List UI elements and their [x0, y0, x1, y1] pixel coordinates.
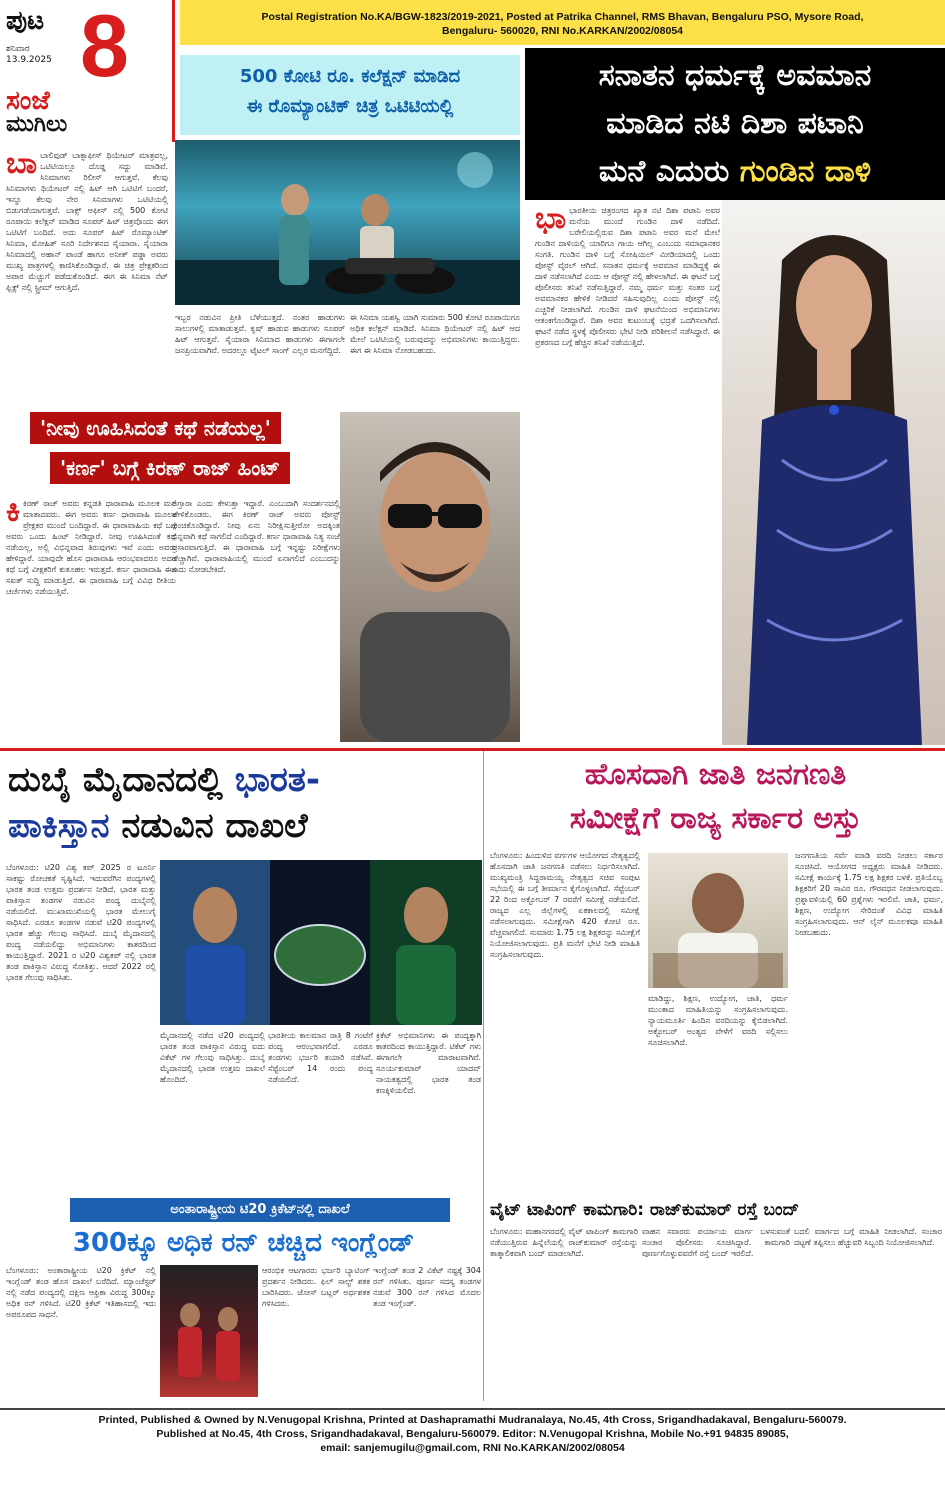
postal-line1: Postal Registration No.KA/BGW-1823/2019-2021, Posted at Patrika Channel, RMS Bhavan, Bengaluru PSO, Mysore Road,: [261, 11, 864, 23]
weekday: ಶನಿವಾರ: [6, 44, 30, 54]
whitetopping-article-col1: ಬೆಂಗಳೂರು: ಮಹಾನಗರದಲ್ಲಿ ವೈಟ್ ಟಾಪಿಂಗ್ ಕಾಮಗಾರಿ ನಡೆಯುತ್ತಿರುವ ಹಿನ್ನೆಲೆಯಲ್ಲಿ ರಾಜ್‌ಕುಮಾರ್ ರಸ್ತೆಯನ್ನು ತಾತ್ಕಾಲಿಕವಾಗಿ ಬಂದ್ ಮಾಡಲಾಗಿದೆ.: [490, 1227, 638, 1258]
census-article-col1: ಬೆಂಗಳೂರು: ಹಿಂದುಳಿದ ವರ್ಗಗಳ ಆಯೋಗದ ನೇತೃತ್ವದಲ್ಲಿ ಹೊಸದಾಗಿ ಜಾತಿ ಜನಗಣತಿ ನಡೆಸಲು ನಿರ್ಧರಿಸಲಾಗಿದೆ. ಮುಖ್ಯಮಂತ್ರಿ ಸಿದ್ದರಾಮಯ್ಯ ನೇತೃತ್ವದ ಸಚಿವ ಸಂಪುಟ ಸಭೆಯಲ್ಲಿ ಈ ಬಗ್ಗೆ ತೀರ್ಮಾನ ಕೈಗೊಳ್ಳಲಾಗಿದೆ. ಸೆಪ್ಟೆಂಬರ್ 22 ರಿಂದ ಅಕ್ಟೋಬರ್ 7 ರವರೆಗೆ ಸಮೀಕ್ಷೆ ನಡೆಯಲಿದೆ. ರಾಜ್ಯದ ಎಲ್ಲ ಜಿಲ್ಲೆಗಳಲ್ಲಿ ಏಕಕಾಲದಲ್ಲಿ ಸಮೀಕ್ಷೆ ನಡೆಸಲಾಗುವುದು. ಸಮೀಕ್ಷೆಗಾಗಿ 420 ಕೋಟಿ ರೂ. ವೆಚ್ಚವಾಗಲಿದೆ. ಸುಮಾರು 1.75 ಲಕ್ಷ ಶಿಕ್ಷಕರನ್ನು ಸಮೀಕ್ಷೆಗೆ ನಿಯೋಜಿಸಲಾಗುವುದು. ಪ್ರತಿ ಮನೆಗೆ ಭೇಟಿ ನೀಡಿ ಮಾಹಿತಿ ಸಂಗ್ರಹಿಸಲಾಗುವುದು.: [490, 851, 640, 959]
portrait-illustration: [340, 412, 520, 742]
postal-registration: [180, 0, 945, 45]
movie-still-illustration: [175, 140, 520, 305]
england-players-photo: [160, 1265, 258, 1397]
footer-line3: email: sanjemugilu@gmail.com, RNI No.KARKAN/2002/08054: [320, 1442, 625, 1454]
footer-divider: [0, 1408, 945, 1410]
ott-article-col1: ಬಾಬಾಲಿವುಡ್ ಬಾಕ್ಸಾಫೀಸ್ ಥಿಯೇಟರ್ ಮಾತ್ರವಲ್ಲ, ಒಟಿಟಿಯಲ್ಲೂ ದೊಡ್ಡ ಸದ್ದು ಮಾಡಿವೆ. ಸಿನಿಮಾಗಳು ರಿಲೀಸ್ ಆಗುತ್ತವೆ. ಕೆಲವು ಸಿನಿಮಾಗಳು ಥಿಯೇಟರ್ ನಲ್ಲಿ ಹಿಟ್ ಆಗಿ ಒಟಿಟಿಗೆ ಬಂದರೆ, ಇನ್ನೂ ಕೆಲವು ನೇರ ಸಿನಿಮಾಗಳು ಒಟಿಟಿಯಲ್ಲಿ ಬಿಡುಗಡೆಯಾಗುತ್ತವೆ. ಬಾಕ್ಸ್ ಆಫೀಸ್ ನಲ್ಲಿ 500 ಕೋಟಿ ರೂಪಾಯಿ ಕಲೆಕ್ಷನ್ ಮಾಡಿದ ಸೂಪರ್ ಹಿಟ್ ಚಿತ್ರವೊಂದು ಈಗ ಒಟಿಟಿಗೆ ಬಂದಿದೆ. ಅದು ಸೂಪರ್ ಹಿಟ್ ರೊಮ್ಯಾಂಟಿಕ್ ಸಿನಿಮಾ, ಮೋಹಿತ್ ಸೂರಿ ನಿರ್ದೇಶನದ ಸೈಯಾರಾ. ಸೈಯಾರಾ ಸಿನಿಮಾದಲ್ಲಿ ಅಹಾನ್ ಪಾಂಡೆ ಹಾಗೂ ಅನೀತ್ ಪಡ್ಡಾ ಅವರು ಮುಖ್ಯ ಪಾತ್ರಗಳಲ್ಲಿ ಕಾಣಿಸಿಕೊಂಡಿದ್ದಾರೆ. ಈ ಚಿತ್ರ ಪ್ರೇಕ್ಷಕರಿಂದ ಅಪಾರ ಮೆಚ್ಚುಗೆ ಪಡೆದುಕೊಂಡಿದೆ. ಈಗ ಈ ಸಿನಿಮಾ ನೆಟ್ ಫ್ಲಿಕ್ಸ್ ನಲ್ಲಿ ಸ್ಟ್ರೀಮ್ ಆಗುತ್ತಿದೆ.: [6, 150, 168, 292]
imprint-footer: [0, 1413, 945, 1455]
ott-headline-line1: 500 ಕೋಟಿ ರೂ. ಕಲೆಕ್ಷನ್ ಮಾಡಿದ: [239, 66, 461, 87]
england-kicker: ಅಂತಾರಾಷ್ಟ್ರೀಯ ಟಿ20 ಕ್ರಿಕೆಟ್‌ನಲ್ಲಿ ದಾಖಲೆ: [70, 1198, 450, 1222]
kiran-quote-headline: [0, 412, 345, 492]
kiran-quote-line2: 'ಕರ್ಣ' ಬಗ್ಗೆ ಕಿರಣ್ ರಾಜ್ ಹಿಂಟ್: [50, 452, 290, 484]
kiran-quote-line1: 'ನೀವು ಊಹಿಸಿದಂತೆ ಕಥೆ ನಡೆಯಲ್ಲ': [30, 412, 281, 444]
dropcap: ಬಾ: [6, 150, 38, 180]
census-article-col2: ಮಾಡಿದ್ದು, ಶಿಕ್ಷಣ, ಉದ್ಯೋಗ, ಜಾತಿ, ಧರ್ಮ ಮುಂತಾದ ಮಾಹಿತಿಯನ್ನು ಸಂಗ್ರಹಿಸಲಾಗುವುದು. ನ್ಯಾಯಮೂರ್ತಿ ಹಿಂದಿನ ವರದಿಯನ್ನು ಕೈಬಿಡಲಾಗಿದೆ. ಅಕ್ಟೋಬರ್ ಅಂತ್ಯದ ವೇಳೆಗೆ ವರದಿ ಸಲ್ಲಿಸಲು ಸೂಚಿಸಲಾಗಿದೆ.: [648, 994, 788, 1047]
cricket-article-col3: ಭಾರತೀಯ ಕಾಲಮಾನ ರಾತ್ರಿ 8 ಗಂಟೆಗೆ ಪಂದ್ಯ ಆರಂಭವಾಗಲಿದೆ. ಎರಡೂ ತಂಡಗಳು ಭರ್ಜರಿ ತಯಾರಿ ನಡೆಸಿವೆ. ಸೆಪ್ಟೆಂಬರ್ 14 ರಂದು ಪಂದ್ಯ ನಡೆಯಲಿದೆ.: [268, 1031, 373, 1084]
disha-headline: [525, 52, 945, 196]
section-divider: [0, 748, 945, 751]
chief-minister-photo: [648, 853, 788, 988]
england-headline: 300ಕ್ಕೂ ಅಧಿಕ ರನ್ ಚಚ್ಚಿದ ಇಂಗ್ಲೆಂಡ್: [72, 1228, 415, 1258]
census-headline-line2: ಸಮೀಕ್ಷೆಗೆ ರಾಜ್ಯ ಸರ್ಕಾರ ಅಸ್ತು: [569, 801, 862, 836]
dropcap: ಕಿ: [6, 498, 21, 528]
portrait-illustration: [648, 853, 788, 988]
cricket-headline-line2: ಪಾಕಿಸ್ತಾನ ನಡುವಿನ ದಾಖಲೆ: [8, 806, 308, 846]
cricket-photo-collage: [160, 860, 482, 1025]
whitetopping-article-col2: ವಾಹನ ಸವಾರರು ಪರ್ಯಾಯ ಮಾರ್ಗ ಬಳಸುವಂತೆ ಸಂಚಾರ ಪೊಲೀಸರು ಸೂಚಿಸಿದ್ದಾರೆ. ಕಾಮಗಾರಿ ಪೂರ್ಣಗೊಳ್ಳುವವರೆಗೆ ರಸ್ತೆ ಬಂದ್ ಇರಲಿದೆ.: [642, 1227, 790, 1258]
england-article-col3: ಇಂಗ್ಲೆಂಡ್ ತಂಡ 2 ವಿಕೆಟ್ ನಷ್ಟಕ್ಕೆ 304 ರನ್ ಗಳಿಸಿತು. ಪೂರ್ಣ ಸದಸ್ಯ ತಂಡಗಳ ನಡುವೆ 300 ರನ್ ಗಳಿಸಿದ ಮೊದಲ ತಂಡ ಇಂಗ್ಲೆಂಡ್.: [373, 1266, 481, 1308]
census-article-col3: ಜನಗಣತಿಯ ಸರ್ವೆ ಮಾಡಿ ವರದಿ ನೀಡಲು ಸರ್ಕಾರ ಸೂಚಿಸಿದೆ. ಆಯೋಗದ ಅಧ್ಯಕ್ಷರು ಮಾಹಿತಿ ನೀಡಿದರು. ಸಮೀಕ್ಷೆ ಕಾರ್ಯಕ್ಕೆ 1.75 ಲಕ್ಷ ಶಿಕ್ಷಕರ ಬಳಕೆ. ಪ್ರತಿಯೊಬ್ಬ ಶಿಕ್ಷಕರಿಗೆ 20 ಸಾವಿರ ರೂ. ಗೌರವಧನ ನೀಡಲಾಗುವುದು. ಪ್ರಶ್ನಾವಳಿಯಲ್ಲಿ 60 ಪ್ರಶ್ನೆಗಳು ಇರಲಿವೆ. ಜಾತಿ, ಧರ್ಮ, ಶಿಕ್ಷಣ, ಉದ್ಯೋಗ ಸೇರಿದಂತೆ ವಿವಿಧ ಮಾಹಿತಿ ಸಂಗ್ರಹಿಸಲಾಗುವುದು. ಆನ್ ಲೈನ್ ಮೂಲಕವೂ ಮಾಹಿತಿ ನೀಡಬಹುದು.: [795, 851, 943, 937]
ott-article-col3: ಈ ಸಿನಿಮಾ ಯಶಸ್ವಿ ಯಾಗಿ ಸುಮಾರು 500 ಕೋಟಿ ರೂಪಾಯಿಗೂ ಅಧಿಕ ಕಲೆಕ್ಷನ್ ಮಾಡಿದೆ. ಸಿನಿಮಾ ಥಿಯೇಟರ್ ನಲ್ಲಿ ಹಿಟ್ ಆದ ಮೇಲೆ ಒಟಿಟಿಯಲ್ಲಿ ಬರುವುದನ್ನು ಅಭಿಮಾನಿಗಳು ಕಾಯುತ್ತಿದ್ದರು. ಈಗ ಈ ಸಿನಿಮಾ ನೋಡಬಹುದು.: [350, 313, 520, 355]
cricket-headline: [8, 757, 478, 849]
kiran-raj-photo: [340, 412, 520, 742]
whitetopping-headline: ವೈಟ್ ಟಾಪಿಂಗ್ ಕಾಮಗಾರಿ: ರಾಜ್‌ಕುಮಾರ್ ರಸ್ತೆ ಬಂದ್: [490, 1200, 800, 1220]
ott-headline: [180, 62, 520, 122]
cricket-article-col2: ಮೈದಾನದಲ್ಲಿ ನಡೆದ ಟಿ20 ಪಂದ್ಯದಲ್ಲಿ ಭಾರತ ತಂಡ ಪಾಕಿಸ್ತಾನ ವಿರುದ್ಧ ಐದು ವಿಕೆಟ್ ಗಳ ಗೆಲುವು ಸಾಧಿಸಿತ್ತು. ದುಬೈ ಮೈದಾನದಲ್ಲಿ ಭಾರತ ಉತ್ತಮ ದಾಖಲೆ ಹೊಂದಿದೆ.: [160, 1031, 265, 1084]
postal-line2: Bengaluru- 560020, RNI No.KARKAN/2002/08054: [441, 25, 683, 37]
england-article-col1: ಬೆಂಗಳೂರು: ಅಂತಾರಾಷ್ಟ್ರೀಯ ಟಿ20 ಕ್ರಿಕೆಟ್ ನಲ್ಲಿ ಇಂಗ್ಲೆಂಡ್ ತಂಡ ಹೊಸ ದಾಖಲೆ ಬರೆದಿದೆ. ಮ್ಯಾಂಚೆಸ್ಟರ್ ನಲ್ಲಿ ನಡೆದ ಪಂದ್ಯದಲ್ಲಿ ದಕ್ಷಿಣ ಆಫ್ರಿಕಾ ವಿರುದ್ಧ 300ಕ್ಕೂ ಅಧಿಕ ರನ್ ಗಳಿಸಿದೆ. ಟಿ20 ಕ್ರಿಕೆಟ್ ಇತಿಹಾಸದಲ್ಲಿ ಇದು ಅಪರೂಪದ ಸಾಧನೆ.: [6, 1266, 156, 1319]
cricket-collage-illustration: [160, 860, 482, 1025]
disha-headline-line2: ಮಾಡಿದ ನಟಿ ದಿಶಾ ಪಟಾನಿ: [606, 106, 864, 141]
census-headline: [488, 753, 943, 841]
disha-patani-photo: [722, 200, 945, 745]
cricket-article-col4: ಕ್ರಿಕೆಟ್ ಅಭಿಮಾನಿಗಳು ಈ ಪಂದ್ಯಕ್ಕಾಗಿ ಕಾತರದಿಂದ ಕಾಯುತ್ತಿದ್ದಾರೆ. ಟಿಕೆಟ್ ಗಳು ಈಗಾಗಲೇ ಮಾರಾಟವಾಗಿವೆ. ಸೂರ್ಯಕುಮಾರ್ ಯಾದವ್ ನಾಯಕತ್ವದಲ್ಲಿ ಭಾರತ ತಂಡ ಕಣಕ್ಕಿಳಿಯಲಿದೆ.: [376, 1031, 481, 1095]
ott-headline-line2: ಈ ರೊಮ್ಯಾಂಟಿಕ್ ಚಿತ್ರ ಒಟಿಟಿಯಲ್ಲಿ: [246, 96, 454, 117]
ott-article-col2: ಇಬ್ಬರ ನಡುವಿನ ಪ್ರೀತಿ ಬೆಳೆಯುತ್ತದೆ. ನಂತರ ಹಾಡುಗಳು ಸಾಲುಗಳಲ್ಲಿ ಮಾತಾಡುತ್ತವೆ. ಕೃಷ್ ಹಾಡುವ ಹಾಡುಗಳು ಸೂಪರ್ ಹಿಟ್ ಆಗುತ್ತವೆ. ಸೈಯಾರಾ ಸಿನಿಮಾದ ಹಾಡುಗಳು ಈಗಾಗಲೇ ಜನಪ್ರಿಯವಾಗಿವೆ. ಅದರಲ್ಲೂ ಟೈಟಲ್ ಸಾಂಗ್ ಎಲ್ಲರ ಮನಗೆದ್ದಿದೆ.: [175, 313, 345, 355]
england-article-col2: ಆರಂಭಿಕ ಆಟಗಾರರು ಭರ್ಜರಿ ಬ್ಯಾಟಿಂಗ್ ಪ್ರದರ್ಶನ ನೀಡಿದರು. ಫಿಲ್ ಸಾಲ್ಟ್ ಶತಕ ಬಾರಿಸಿದರು. ಜೋಸ್ ಬಟ್ಲರ್ ಅರ್ಧಶತಕ ಗಳಿಸಿದರು.: [262, 1266, 370, 1308]
ott-movie-photo: [175, 140, 520, 305]
newspaper-logo-line2: ಮುಗಿಲು: [6, 112, 68, 137]
footer-line1: Printed, Published & Owned by N.Venugopal Krishna, Printed at Dashapramathi Mudranalaya, No.45, 4th Cross, Srigandhadakaval, Bengaluru-560079.: [98, 1414, 847, 1426]
column-divider: [483, 751, 484, 1401]
portrait-illustration: [722, 200, 945, 745]
disha-headline-line3: ಮನೆ ಎದುರು ಗುಂಡಿನ ದಾಳಿ: [598, 154, 872, 189]
cricket-article-col1: ಬೆಂಗಳೂರು: ಟಿ20 ವಿಶ್ವ ಕಪ್ 2025 ರ ಟೂರ್ನಿ ಸಾಕಷ್ಟು ರೋಚಕತೆ ಸೃಷ್ಟಿಸಿದೆ. ಇದುವರೆಗಿನ ಪಂದ್ಯಗಳಲ್ಲಿ ಭಾರತ ತಂಡ ಉತ್ತಮ ಪ್ರದರ್ಶನ ನೀಡಿದೆ. ಭಾರತ ಮತ್ತು ಪಾಕಿಸ್ತಾನ ತಂಡಗಳ ನಡುವಿನ ಪಂದ್ಯ ದುಬೈನಲ್ಲಿ ನಡೆಯಲಿದೆ. ಮುಖಾಮುಖಿಯಲ್ಲಿ ಭಾರತ ಮೇಲುಗೈ ಸಾಧಿಸಿದೆ. ಎರಡೂ ತಂಡಗಳ ನಡುವೆ ಟಿ20 ಪಂದ್ಯಗಳಲ್ಲಿ ಭಾರತ ಹೆಚ್ಚು ಗೆಲುವು ಸಾಧಿಸಿದೆ. ದುಬೈ ಮೈದಾನದಲ್ಲಿ ಪಂದ್ಯ ನಡೆಯಲಿದ್ದು ಅಭಿಮಾನಿಗಳು ಕಾತರದಿಂದ ಕಾಯುತ್ತಿದ್ದಾರೆ. 2021 ರ ಟಿ20 ವಿಶ್ವಕಪ್ ನಲ್ಲಿ ಭಾರತ ತಂಡ ಪಾಕಿಸ್ತಾನ ವಿರುದ್ಧ ಸೋತಿತ್ತು. ಆದರೆ 2022 ರಲ್ಲಿ ಭಾರತ ಗೆಲುವು ಸಾಧಿಸಿತು.: [6, 863, 156, 982]
page-number: 8: [80, 0, 129, 95]
page-label: ಪುಟ: [6, 6, 45, 36]
footer-line2: Published at No.45, 4th Cross, Srigandhadakaval, Bengaluru-560079. Editor: N.Venugopal Krishna, Mobile No.+91 94835 89085,: [156, 1428, 789, 1440]
newspaper-logo-line1: ಸಂಜೆ: [6, 86, 50, 116]
census-headline-line1: ಹೊಸದಾಗಿ ಜಾತಿ ಜನಗಣತಿ: [584, 757, 847, 792]
dropcap: ಭಾ: [535, 205, 567, 235]
kiran-article-col1: ಕಿಕಿರಣ್ ರಾಜ್ ಅವರು ಕನ್ನಡತಿ ಧಾರಾವಾಹಿ ಮೂಲಕ ಮನೆ ಮಾತಾದವರು. ಈಗ ಅವರು ಕರ್ಣ ಧಾರಾವಾಹಿ ಮೂಲಕ ಪ್ರೇಕ್ಷಕರ ಮುಂದೆ ಬಂದಿದ್ದಾರೆ. ಈ ಧಾರಾವಾಹಿಯ ಕಥೆ ಬಗ್ಗೆ ಅವರು ಒಂದು ಹಿಂಟ್ ನೀಡಿದ್ದಾರೆ. ನೀವು ಊಹಿಸಿದಂತೆ ಕಥೆ ನಡೆಯಲ್ಲ, ಅಲ್ಲಿ ವಿಭಿನ್ನವಾದ ತಿರುವುಗಳು ಇವೆ ಎಂದು ಅವರು ಹೇಳಿದ್ದಾರೆ. ಯಾವುದೇ ಹೊಸ ಧಾರಾವಾಹಿ ಆರಂಭವಾದರೂ ಅದರ ಕಥೆ ಬಗ್ಗೆ ವೀಕ್ಷಕರಿಗೆ ಕುತೂಹಲ ಇರುತ್ತದೆ. ಕರ್ಣ ಧಾರಾವಾಹಿ ಈಗ ಸಖತ್ ಸುದ್ದಿ ಮಾಡುತ್ತಿದೆ. ಈ ಧಾರಾವಾಹಿ ಬಗ್ಗೆ ವಿವಿಧ ರೀತಿಯ ಚರ್ಚೆಗಳು ನಡೆಯುತ್ತಿವೆ.: [6, 498, 176, 596]
disha-article-col1: ಭಾಭಾರತೀಯ ಚಿತ್ರರಂಗದ ಖ್ಯಾತ ನಟಿ ದಿಶಾ ಪಟಾನಿ ಅವರ ಮನೆಯ ಮುಂದೆ ಗುಂಡಿನ ದಾಳಿ ನಡೆದಿದೆ. ಬರೇಲಿಯಲ್ಲಿರುವ ದಿಶಾ ಪಟಾನಿ ಅವರ ಮನೆ ಮೇಲೆ ಗುಂಡಿನ ದಾಳಿಯಲ್ಲಿ ಯಾರಿಗೂ ಗಾಯ ಆಗಿಲ್ಲ ಎಂಬುದು ಸಮಾಧಾನಕರ ಸಂಗತಿ. ಗುಂಡಿನ ದಾಳಿ ಬಗ್ಗೆ ಸೋಷಿಯಲ್ ಮೀಡಿಯಾದಲ್ಲಿ ಒಂದು ಪೋಸ್ಟ್ ವೈರಲ್ ಆಗಿದೆ. ಸನಾತನ ಧರ್ಮಕ್ಕೆ ಅವಮಾನ ಮಾಡಿದ್ದಕ್ಕೆ ಈ ದಾಳಿ ನಡೆಸಲಾಗಿದೆ ಎಂದು ಆ ಪೋಸ್ಟ್ ನಲ್ಲಿ ಹೇಳಲಾಗಿದೆ. ಈ ಘಟನೆ ಬಗ್ಗೆ ಪೊಲೀಸರು ತನಿಖೆ ನಡೆಸುತ್ತಿದ್ದಾರೆ. ನಮ್ಮ ಧರ್ಮ ಮತ್ತು ಸಂತರ ಬಗ್ಗೆ ಅವಮಾನಕರ ಹೇಳಿಕೆ ನೀಡಿದರೆ ಸಹಿಸುವುದಿಲ್ಲ ಎಂದು ಪೋಸ್ಟ್ ನಲ್ಲಿ ಎಚ್ಚರಿಕೆ ನೀಡಲಾಗಿದೆ. ಗುಂಡಿನ ದಾಳಿ ಘಟನೆಯಿಂದ ಅಭಿಮಾನಿಗಳು ಆತಂಕಗೊಂಡಿದ್ದಾರೆ. ದಿಶಾ ಅವರ ಕುಟುಂಬಕ್ಕೆ ಭದ್ರತೆ ಒದಗಿಸಲಾಗಿದೆ. ಘಟನೆ ನಡೆದ ಸ್ಥಳಕ್ಕೆ ಪೊಲೀಸರು ಭೇಟಿ ನೀಡಿ ಪರಿಶೀಲನೆ ನಡೆಸಿದ್ದಾರೆ. ಈ ಪ್ರಕರಣದ ಬಗ್ಗೆ ಹೆಚ್ಚಿನ ತನಿಖೆ ನಡೆಯುತ್ತಿದೆ.: [535, 205, 720, 347]
disha-headline-line1: ಸನಾತನ ಧರ್ಮಕ್ಕೆ ಅವಮಾನ: [598, 58, 872, 93]
players-illustration: [160, 1265, 258, 1397]
date: 13.9.2025: [6, 55, 52, 65]
whitetopping-article-col3: ಬದಲಿ ಮಾರ್ಗದ ಬಗ್ಗೆ ಮಾಹಿತಿ ನೀಡಲಾಗಿದೆ. ಸಂಚಾರ ದಟ್ಟಣೆ ತಪ್ಪಿಸಲು ಹೆಚ್ಚುವರಿ ಸಿಬ್ಬಂದಿ ನಿಯೋಜಿಸಲಾಗಿದೆ.: [794, 1227, 942, 1247]
issue-date: [6, 44, 52, 66]
cricket-headline-line1: ದುಬೈ ಮೈದಾನದಲ್ಲಿ ಭಾರತ-: [8, 760, 321, 800]
kiran-article-col2: ಅಗ್ತಾರಾ ಎಂದು ಕೇಳುತ್ತಾ ಇದ್ದಾರೆ. ಎಂಬುದಾಗಿ ಸಂದರ್ಶನದಲ್ಲಿ ಹೇಳಿಕೊಂಡರು. ಈಗ ಕಿರಣ್ ರಾಜ್ ಅವರು ಪೋಸ್ಟ್ ಹಂಚಿಕೊಂಡಿದ್ದಾರೆ. ನೀವು ಏನು ನಿರೀಕ್ಷಿಸುತ್ತೀರೋ ಅದಕ್ಕಿಂತ ಭಿನ್ನವಾಗಿ ಕಥೆ ಸಾಗಲಿದೆ ಎಂದಿದ್ದಾರೆ. ಕರ್ಣ ಧಾರಾವಾಹಿ ನಿತ್ಯ ಸಂಜೆ ಪ್ರಸಾರವಾಗುತ್ತಿದೆ. ಈ ಧಾರಾವಾಹಿ ಬಗ್ಗೆ ಇನ್ನಷ್ಟು ನಿರೀಕ್ಷೆಗಳು ಹೆಚ್ಚಾಗಿವೆ. ಧಾರಾವಾಹಿಯಲ್ಲಿ ಮುಂದೆ ಏನಾಗಲಿದೆ ಎಂಬುದನ್ನು ಕಾದು ನೋಡಬೇಕಿದೆ.: [172, 499, 340, 574]
